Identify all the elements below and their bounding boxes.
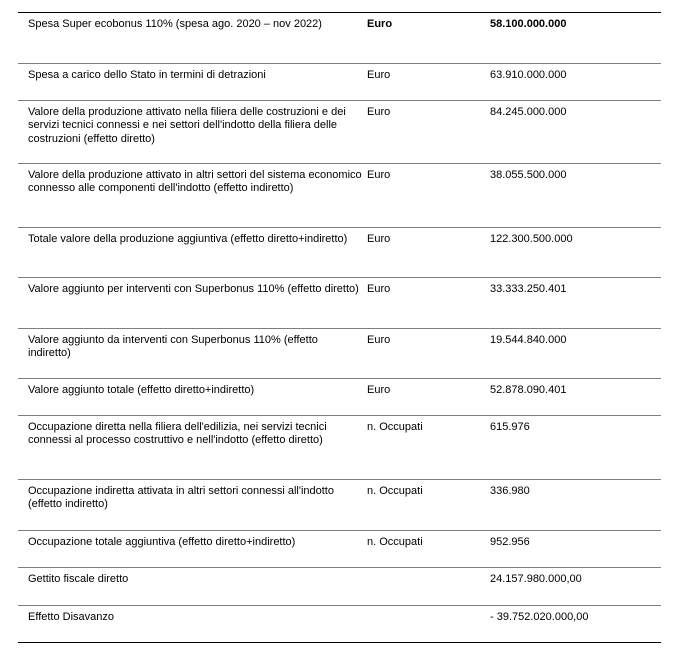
data-table-container [18, 12, 661, 643]
row-description: Spesa Super ecobonus 110% (spesa ago. 2020 – nov 2022) [28, 18, 322, 30]
row-value: 952.956 [490, 536, 530, 548]
table-row [18, 164, 661, 228]
row-description: Spesa a carico dello Stato in termini di detrazioni [28, 69, 266, 81]
table-row [18, 278, 661, 329]
row-unit: Euro [367, 334, 391, 346]
row-unit: Euro [367, 233, 391, 245]
row-value: 19.544.840.000 [490, 334, 567, 346]
row-value: 84.245.000.000 [490, 106, 567, 118]
superbonus-impact-table [18, 12, 661, 643]
table-row [18, 228, 661, 278]
row-value: 63.910.000.000 [490, 69, 567, 81]
table-row [18, 606, 661, 643]
table-body [18, 13, 661, 643]
table-row [18, 101, 661, 164]
table-row [18, 329, 661, 379]
row-value: - 39.752.020.000,00 [490, 611, 589, 623]
table-row [18, 480, 661, 531]
row-unit [367, 606, 490, 643]
row-description: Occupazione diretta nella filiera dell'edilizia, nei servizi tecnici connessi al processo costruttivo e nell'indotto (effetto diretto) [28, 421, 327, 447]
row-value: 58.100.000.000 [490, 18, 567, 30]
row-description: Valore aggiunto totale (effetto diretto+indiretto) [28, 384, 255, 396]
row-unit: Euro [367, 18, 393, 30]
row-value: 615.976 [490, 421, 530, 433]
table-row [18, 568, 661, 606]
row-unit: Euro [367, 384, 391, 396]
row-value: 336.980 [490, 485, 530, 497]
row-description: Gettito fiscale diretto [28, 573, 129, 585]
row-value: 122.300.500.000 [490, 233, 573, 245]
row-description: Occupazione totale aggiuntiva (effetto diretto+indiretto) [28, 536, 296, 548]
row-unit: Euro [367, 69, 391, 81]
row-description: Valore aggiunto da interventi con Superbonus 110% (effetto indiretto) [28, 334, 318, 360]
row-unit: Euro [367, 106, 391, 118]
row-unit: n. Occupati [367, 536, 423, 548]
row-description: Effetto Disavanzo [28, 611, 115, 623]
row-description: Occupazione indiretta attivata in altri settori connessi all'indotto (effetto indiretto) [28, 485, 334, 511]
table-row [18, 531, 661, 568]
row-value: 33.333.250.401 [490, 283, 567, 295]
row-unit: n. Occupati [367, 421, 423, 433]
row-value: 38.055.500.000 [490, 169, 567, 181]
row-description: Valore aggiunto per interventi con Superbonus 110% (effetto diretto) [28, 283, 359, 295]
row-value: 52.878.090.401 [490, 384, 567, 396]
table-row [18, 13, 661, 64]
table-row [18, 64, 661, 101]
row-unit [367, 568, 490, 606]
row-description: Valore della produzione attivato nella filiera delle costruzioni e dei servizi tecnici connessi e nei settori dell'indotto della filiera delle costruzioni (effetto diretto) [28, 106, 346, 145]
row-unit: n. Occupati [367, 485, 423, 497]
row-unit: Euro [367, 169, 391, 181]
row-value: 24.157.980.000,00 [490, 573, 582, 585]
row-unit: Euro [367, 283, 391, 295]
row-description: Valore della produzione attivato in altri settori del sistema economico connesso alle componenti dell'indotto (effetto indiretto) [28, 169, 362, 195]
table-row [18, 379, 661, 416]
row-description: Totale valore della produzione aggiuntiva (effetto diretto+indiretto) [28, 233, 348, 245]
table-row [18, 416, 661, 480]
